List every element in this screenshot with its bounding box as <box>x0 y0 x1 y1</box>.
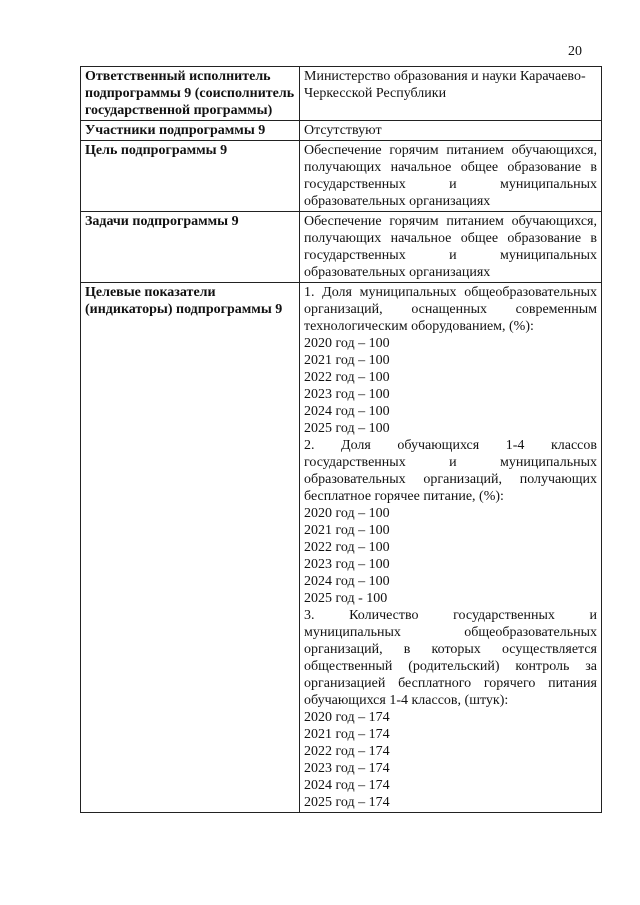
row-label-indicators: Целевые показатели (индикаторы) подпрограммы 9 <box>81 283 300 813</box>
indicator-year-value: 2021 год – 174 <box>304 727 390 742</box>
indicator-block <box>304 284 597 437</box>
row-value-goal: Обеспечение горячим питанием обучающихся, получающих начальное общее образование в государственных и муниципальных образовательных организациях <box>300 141 602 212</box>
row-label-goal: Цель подпрограммы 9 <box>81 141 300 212</box>
indicator-year-value: 2021 год – 100 <box>304 353 390 368</box>
row-value-tasks: Обеспечение горячим питанием обучающихся, получающих начальное общее образование в государственных и муниципальных образовательных организациях <box>300 212 602 283</box>
row-value-indicators <box>300 283 602 813</box>
indicator-year-value: 2020 год – 100 <box>304 506 390 521</box>
indicator-year-value: 2024 год – 100 <box>304 404 390 419</box>
indicator-year-value: 2023 год – 174 <box>304 761 390 776</box>
indicator-year-value: 2025 год - 100 <box>304 591 388 606</box>
indicator-year-value: 2022 год – 100 <box>304 540 390 555</box>
indicator-year-value: 2024 год – 100 <box>304 574 390 589</box>
row-label-participants: Участники подпрограммы 9 <box>81 121 300 141</box>
subprogram-passport-table <box>80 66 602 813</box>
table-row <box>81 141 602 212</box>
indicator-year-value: 2022 год – 174 <box>304 744 390 759</box>
page-number: 20 <box>568 44 582 59</box>
table-row <box>81 121 602 141</box>
row-label-responsible: Ответственный исполнитель подпрограммы 9 (соисполнитель государственной программы) <box>81 67 300 121</box>
indicator-year-value: 2025 год – 100 <box>304 421 390 436</box>
indicator-title: 3. Количество государственных и муниципальных общеобразовательных организаций, в которых осуществляется общественный (родительский) контроль за организацией бесплатного горячего питания обучающихся 1-4 классов, (штук): <box>304 608 597 708</box>
row-label-tasks: Задачи подпрограммы 9 <box>81 212 300 283</box>
indicator-year-value: 2024 год – 174 <box>304 778 390 793</box>
indicator-year-value: 2020 год – 100 <box>304 336 390 351</box>
table-row <box>81 67 602 121</box>
indicator-year-value: 2023 год – 100 <box>304 387 390 402</box>
row-value-responsible: Министерство образования и науки Карачаево-Черкесской Республики <box>300 67 602 121</box>
indicator-year-value: 2023 год – 100 <box>304 557 390 572</box>
indicator-block <box>304 607 597 811</box>
indicator-year-value: 2025 год – 174 <box>304 795 390 810</box>
table-row <box>81 283 602 813</box>
row-value-participants: Отсутствуют <box>300 121 602 141</box>
indicator-year-value: 2022 год – 100 <box>304 370 390 385</box>
indicator-title: 1. Доля муниципальных общеобразовательных организаций, оснащенных современным технологическим оборудованием, (%): <box>304 285 597 334</box>
indicator-year-value: 2020 год – 174 <box>304 710 390 725</box>
indicator-block <box>304 437 597 607</box>
indicator-title: 2. Доля обучающихся 1-4 классов государственных и муниципальных образовательных организаций, получающих бесплатное горячее питание, (%): <box>304 438 597 504</box>
table-row <box>81 212 602 283</box>
indicator-year-value: 2021 год – 100 <box>304 523 390 538</box>
